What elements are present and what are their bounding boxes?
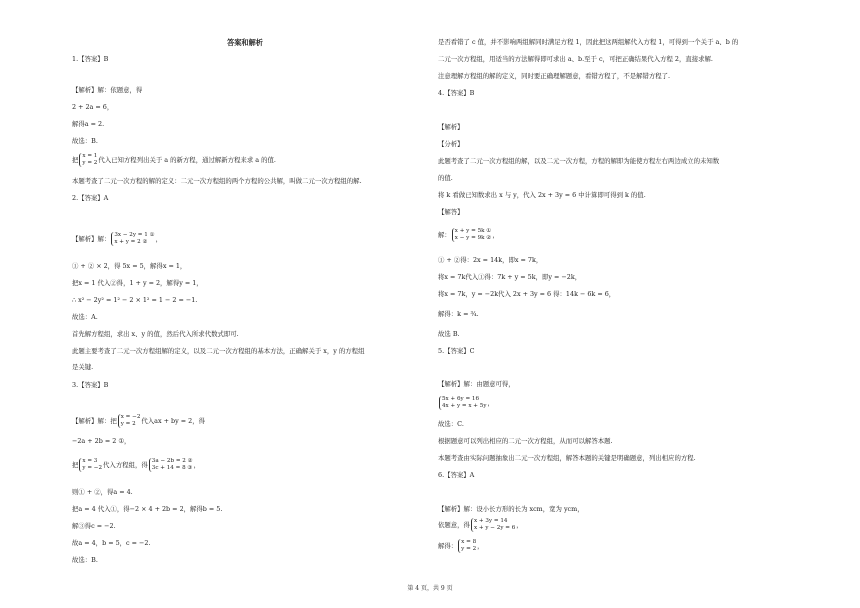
system-line [438, 518, 523, 532]
text-fragment: 依题意，得 [438, 521, 470, 529]
answer-5: 5.【答案】C [438, 347, 475, 355]
system-row: y = 2 [82, 160, 98, 166]
solution-line: 解得a = 2. [72, 120, 105, 128]
system-row: x = −2 [120, 414, 141, 420]
choice-line: 故选：C. [438, 420, 464, 428]
text-line: 根据题意可以列出相应的二元一次方程组，从而可以解答本题. [438, 437, 613, 445]
equation-system [118, 414, 141, 428]
solution-line: 故a = 4，b = 5，c = −2. [72, 539, 151, 547]
answer-6: 6.【答案】A [438, 471, 475, 479]
text-line: 本题考查由实际问题抽象出二元一次方程组，解答本题的关键是明确题意，列出相应的方程. [438, 454, 696, 462]
text-fragment: 解： [438, 231, 451, 239]
text-fragment: ， [155, 235, 163, 243]
system-row: x + y = 5k ① [454, 228, 492, 234]
section-label: 【分析】 [438, 140, 464, 148]
answer-4: 4.【答案】B [438, 89, 475, 97]
solution-line: 【解析】解：设小长方形的长为 xcm，宽为 ycm， [438, 505, 584, 513]
system-row: x + y = 2 ② [114, 239, 148, 245]
text-fragment: ， [516, 521, 523, 529]
choice-line: 故选：A. [72, 313, 98, 321]
page-footer: 第 4 页，共 9 页 [407, 585, 453, 592]
system-row: x + y − 2y = 6 [473, 525, 516, 531]
system-row: y = −2 [82, 465, 103, 471]
text-fragment: 把 [72, 156, 79, 164]
solution-line: 将x = 7k代入①得：7k + y = 5k，即y = −2k， [438, 273, 582, 281]
equation-system [111, 232, 154, 246]
answer-1: 1.【答案】B [72, 55, 109, 63]
summary-line: 首先解方程组，求出 x、y 的值，然后代入所求代数式即可. [72, 330, 239, 338]
system-row: x + 3y = 14 [473, 518, 508, 524]
solution-line: 解③得c = −2. [72, 522, 116, 530]
text-fragment: 把 [72, 461, 79, 469]
answer-2: 2.【答案】A [72, 194, 109, 202]
system-line [72, 153, 276, 167]
system-row: 3c + 14 = 8 ③ [151, 465, 193, 471]
equation-system [452, 228, 492, 242]
system-line [72, 232, 162, 246]
solution-line: 把x = 1 代入②得，1 + y = 2，解得y = 1， [72, 279, 203, 287]
text-fragment: ， [477, 542, 484, 550]
text-line: 注意理解方程组的解的定义，同时要正确理解题意，看错方程了，不是解错方程了. [438, 72, 671, 80]
text-fragment: 解得： [438, 542, 458, 550]
system-row: x = 8 [461, 539, 477, 545]
equation-system [79, 458, 102, 472]
system-row: 3a − 2b = 2 ② [151, 458, 193, 464]
system-row: x − y = 9k ② [454, 235, 492, 241]
summary-line: 此题主要考查了二元一次方程组解的定义，以及二元一次方程组的基本方法，正确解关于 x，y 的方程组 [72, 347, 365, 355]
solution-line: 解得：k = ¾. [438, 310, 479, 318]
page-title: 答案和解析 [227, 38, 263, 47]
choice-line: 故选：B. [72, 556, 98, 564]
equation-system [79, 153, 97, 167]
text-line: 是否看错了 c 值，并不影响两组解同时满足方程 1，因此把这两组解代入方程 1，可得到一个关于 a、b 的 [438, 38, 739, 46]
system-line [438, 228, 499, 242]
equation-system [149, 458, 193, 472]
text-line: 将 k 看做已知数求出 x 与 y，代入 2x + 3y = 6 中计算即可得到 k 的值. [438, 191, 646, 199]
summary-line: 本题考查了二元一次方程的解的定义：二元一次方程组的两个方程的公共解，叫做二元一次方程组的解. [72, 177, 362, 185]
solution-line: ∴ x² − 2y² = 1² − 2 × 1² = 1 − 2 = −1. [72, 296, 198, 304]
text-fragment: 代入ax + by = 2，得 [141, 417, 205, 425]
text-line: 的值. [438, 174, 453, 182]
text-fragment: ， [492, 231, 499, 239]
section-label: 【解析】 [438, 123, 464, 131]
system-row: y = 2 [461, 546, 477, 552]
equation-system [471, 518, 515, 532]
system-line [72, 414, 205, 428]
solution-line: ① + ②得：2x = 14k，即x = 7k， [438, 256, 543, 264]
text-fragment: 代入已知方程列出关于 a 的新方程，通过解新方程来求 a 的值. [98, 156, 276, 164]
solution-line: 则① + ②，得a = 4. [72, 488, 133, 496]
text-fragment: ， [487, 399, 494, 407]
system-line [438, 539, 484, 553]
text-fragment: 【解析】解：把 [72, 417, 117, 425]
solution-line: 【解析】解：由题意可得， [438, 380, 515, 388]
equation-line: 2 + 2a = 6， [72, 103, 114, 111]
text-fragment: 代入方程组，得 [103, 461, 148, 469]
summary-line: 是关键. [72, 363, 94, 371]
system-row: x = 3 [82, 458, 98, 464]
system-row: y = 2 [120, 421, 136, 427]
system-row: 5x + 6y = 16 [442, 396, 480, 402]
solution-line: 【解析】解：依题意，得 [72, 86, 143, 94]
choice-line: 故选 B. [438, 330, 460, 338]
text-fragment: 【解析】解： [72, 235, 111, 243]
solution-line: ① + ② × 2，得 5x = 5，解得x = 1， [72, 262, 187, 270]
text-line: 二元一次方程组，用适当的方法解得即可求出 a、b.至于 c，可把正确结果代入方程 2，直接求解. [438, 55, 713, 63]
equation-system [439, 396, 486, 410]
answer-3: 3.【答案】B [72, 381, 109, 389]
text-fragment: ， [193, 461, 201, 469]
solution-line: 将x = 7k，y = −2k代入 2x + 3y = 6 得：14k − 6k = 6， [438, 290, 616, 298]
system-line [438, 396, 494, 410]
solution-line: 把a = 4 代入①，得−2 × 4 + 2b = 2，解得b = 5. [72, 505, 223, 513]
choice-line: 故选：B. [72, 137, 98, 145]
system-row: x = 1 [82, 153, 98, 159]
system-line [72, 458, 200, 472]
system-row: 3x − 2y = 1 ① [114, 232, 155, 238]
equation-system [458, 539, 476, 553]
equation-line: −2a + 2b = 2 ①， [72, 437, 131, 445]
system-row: 4x + y = x + 5y [442, 403, 487, 409]
text-line: 此题考查了二元一次方程组的解，以及二元一次方程，方程的解即为能使方程左右两边成立的未知数 [438, 157, 720, 165]
section-label: 【解答】 [438, 208, 464, 216]
